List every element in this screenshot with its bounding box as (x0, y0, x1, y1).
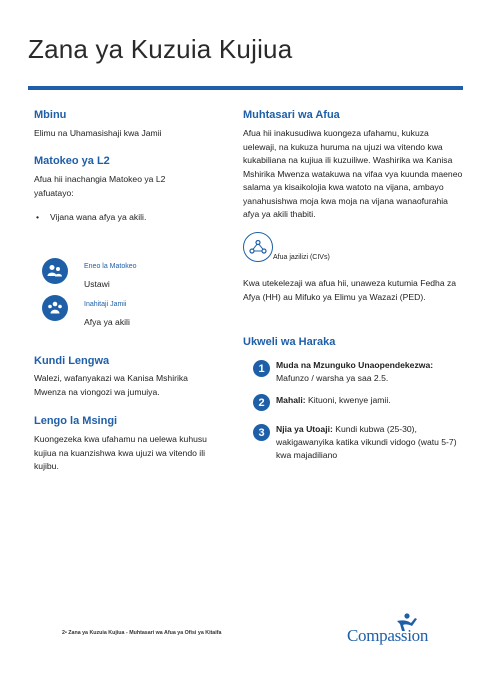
section-lengo (34, 414, 222, 474)
number-1-icon: 1 (253, 360, 270, 377)
fact-item-1 (276, 359, 463, 385)
fact-3-bold: Njia ya Utoaji: (276, 424, 333, 434)
compassion-logo (345, 612, 455, 644)
implementation-note (243, 277, 463, 304)
inahitaji-value: Afya ya akili (84, 317, 130, 327)
muhtasari-heading: Muhtasari wa Afua (243, 109, 340, 121)
matokeo-bullet (34, 211, 222, 224)
inahitaji-label: Inahitaji Jamii (84, 301, 127, 308)
matokeo-intro: Afua hii inachangia Matokeo ya L2 yafuatayo: (34, 174, 166, 198)
ukweli-heading: Ukweli wa Haraka (243, 336, 336, 348)
community-icon (42, 295, 68, 321)
section-muhtasari (243, 108, 463, 222)
utekelezaji-text: Kwa utekelezaji wa afua hii, unaweza kutumia Fedha za Afya (HH) au Mifuko ya Elimu ya Wazazi (PED). (243, 278, 457, 302)
eneo-value: Ustawi (84, 279, 110, 289)
fact-3-text: Kundi kubwa (25-30), wakigawanyika katika vikundi vidogo (watu 5-7) kwa majadiliano (276, 424, 457, 460)
bullet-dot: • (36, 212, 40, 222)
section-ukweli (243, 335, 463, 349)
matokeo-bullet-text: Vijana wana afya ya akili. (50, 212, 147, 222)
section-mbinu (34, 108, 222, 141)
page-footer: 2• Zana ya Kuzuia Kujiua - Muhtasari wa Afua ya Ofisi ya Kitaifa (62, 630, 222, 636)
muhtasari-text: Afua hii inakusudiwa kuongeza ufahamu, kukuza uelewaji, na kukuza huruma na ujuzi wa vitendo kwa kukabiliana na kujiua ili kuzuiliwe. Washirika wa Kanisa Mshirika Mwenza watakuwa na vifaa vya kuunda maeneo salama ya kisaikolojia kwa watoto na vijana, ambayo yanahusishwa moja kwa moja na vijana wanaofurahia afya ya akili thabiti. (243, 128, 463, 219)
fact-1-text: Mafunzo / warsha ya saa 2.5. (276, 373, 389, 383)
outcome-area-block (34, 258, 222, 292)
logo-text: Compassion (347, 626, 429, 645)
mbinu-text: Elimu na Uhamasishaji kwa Jamii (34, 128, 162, 138)
number-2-icon: 2 (253, 394, 270, 411)
number-3-icon: 3 (253, 424, 270, 441)
fact-item-3 (276, 423, 463, 462)
people-icon (42, 258, 68, 284)
mbinu-heading: Mbinu (34, 109, 67, 121)
matokeo-heading: Matokeo ya L2 (34, 155, 110, 167)
kundi-heading: Kundi Lengwa (34, 355, 110, 367)
network-icon (243, 232, 273, 262)
fact-2-text: Kituoni, kwenye jamii. (308, 395, 391, 405)
lengo-heading: Lengo la Msingi (34, 415, 118, 427)
header-rule (28, 86, 463, 90)
lengo-text: Kuongezeka kwa ufahamu na uelewa kuhusu kujiua na kuanzishwa kwa ujuzi wa vitendo ili kujibu. (34, 434, 207, 471)
fact-2-bold: Mahali: (276, 395, 306, 405)
civs-block (243, 232, 463, 266)
section-kundi (34, 354, 222, 399)
kundi-text: Walezi, wafanyakazi wa Kanisa Mshirika Mwenza na viongozi wa jumuiya. (34, 373, 188, 397)
community-need-block (34, 295, 222, 329)
eneo-label: Eneo la Matokeo (84, 263, 137, 270)
fact-item-2 (276, 394, 463, 407)
section-matokeo (34, 154, 222, 224)
fact-1-bold: Muda na Mzunguko Unaopendekezwa: (276, 360, 434, 370)
civs-label: Afua jazilizi (CIVs) (273, 254, 330, 261)
page-title: Zana ya Kuzuia Kujiua (28, 34, 293, 64)
